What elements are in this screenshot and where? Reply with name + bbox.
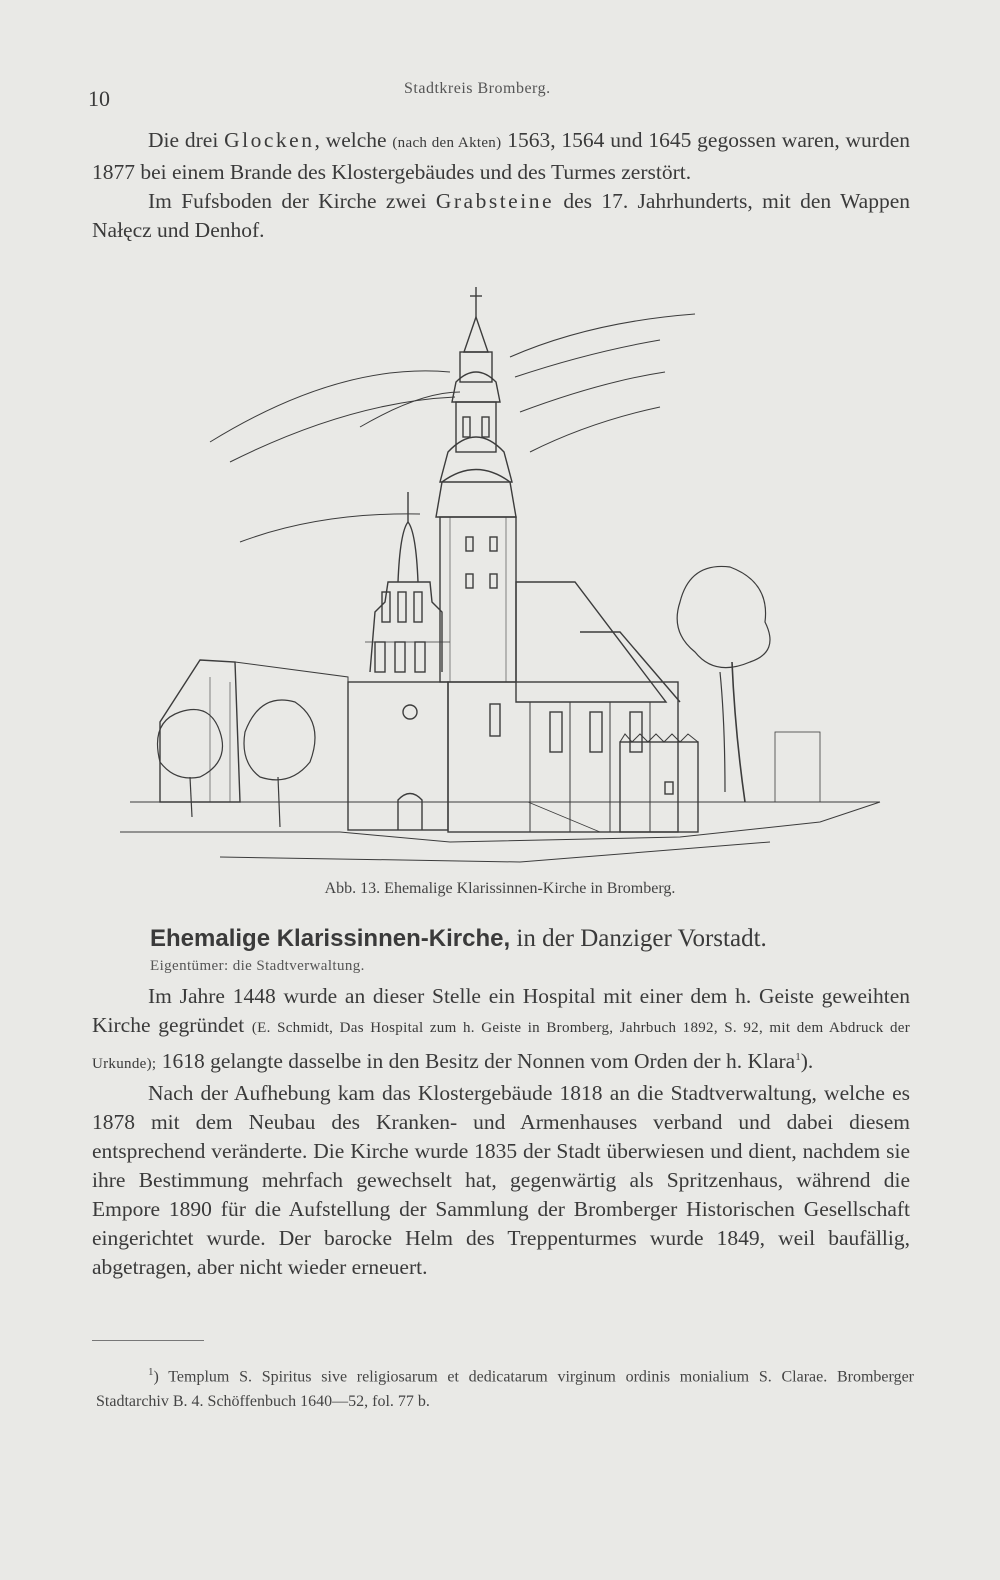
running-head: Stadtkreis Bromberg.	[404, 80, 551, 97]
figure-caption: Abb. 13. Ehemalige Klarissinnen-Kirche in Bromberg.	[324, 880, 676, 897]
owner-line: Eigentümer: die Stadtverwaltung.	[150, 958, 365, 974]
history-paragraph-2: Nach der Aufhebung kam das Klostergebäude 1818 an die Stadtverwaltung, welche es 1878 mit dem Neubau des Kranken- und Armenhauses verband und dabei diesem entsprechend veränderte. Die Kirche wurde 1835 der Stadt überwiesen und dient, nachdem sie ihre Bestimmung mehrfach gewechselt hat, gegenwärtig als Spritzenhaus, während die Empore 1890 für die Aufstellung der Sammlung der Bromberger Historischen Gesellschaft eingerichtet wurde. Der barocke Helm des Treppenturmes wurde 1849, weil baufällig, abgetragen, aber nicht wieder erneuert.	[92, 1081, 910, 1280]
trees	[158, 566, 821, 827]
footnote-marker: 1	[148, 1366, 154, 1378]
intro-text	[92, 126, 910, 245]
bells-paragraph: Die drei Glocken, welche (nach den Akten) 1563, 1564 und 1645 gegossen waren, wurden 1877 bei einem Brande des Klostergebäudes und des Turmes zerstört.	[92, 128, 910, 184]
history-paragraph-1: Im Jahre 1448 wurde an dieser Stelle ein Hospital mit einer dem h. Geiste geweihten Kirche gegründet (E. Schmidt, Das Hospital zum h. Geiste in Bromberg, Jahrbuch 1892, S. 92, mit dem Abdruck der Urkunde); 1618 gelangte dasselbe in den Besitz der Nonnen vom Orden der h. Klara$^1$).	[92, 984, 910, 1074]
body-text	[92, 982, 910, 1282]
tombstones-paragraph: Im Fufsboden der Kirche zwei Grabsteine des 17. Jahrhunderts, mit den Wappen Nałęcz und Denhof.	[92, 189, 910, 242]
side-building	[160, 660, 698, 832]
nave	[448, 582, 680, 832]
church-illustration	[120, 282, 890, 882]
sky-lines	[210, 314, 695, 542]
footnote-reference: 1	[795, 1051, 801, 1063]
main-tower	[436, 287, 516, 682]
section-title: Ehemalige Klarissinnen-Kirche, in der Danziger Vorstadt.	[150, 925, 767, 952]
footnote: $^1$) Templum S. Spiritus sive religiosarum et dedicatarum virginum ordinis monialium S. Clarae. Bromberger Stadtarchiv B. 4. Schöffenbuch 1640—52, fol. 77 b.	[96, 1366, 914, 1411]
footnote-rule	[92, 1340, 204, 1341]
front-gable	[348, 492, 450, 830]
page-number: 10	[88, 86, 110, 111]
page-header	[0, 78, 1000, 118]
